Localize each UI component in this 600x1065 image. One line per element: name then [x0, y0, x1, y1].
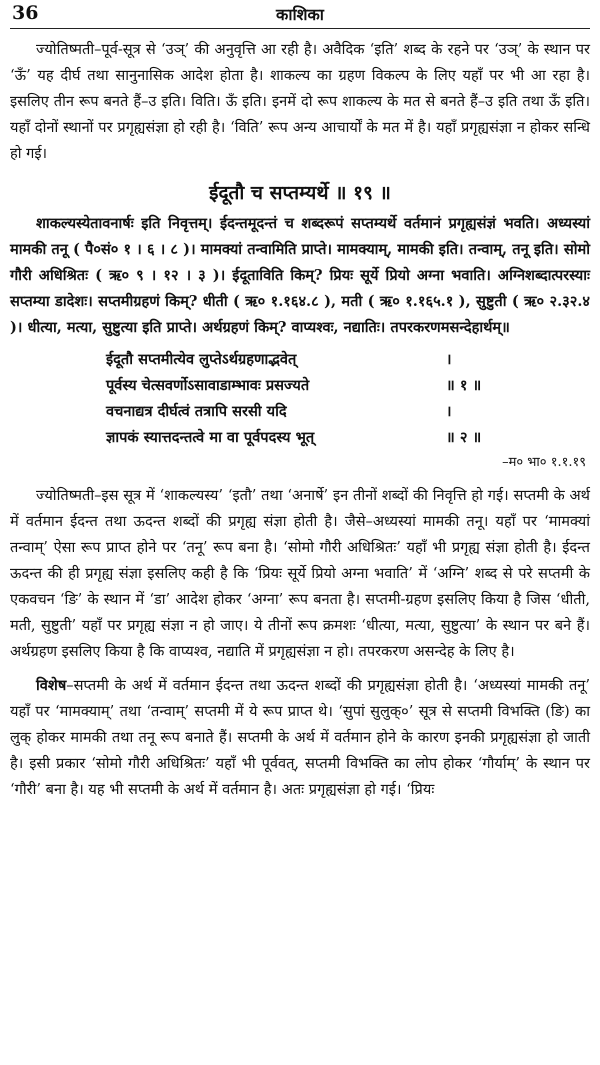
verse-mark: ॥ १ ॥ [446, 377, 482, 394]
vishesh-paragraph [10, 673, 590, 803]
verse-source: –म० भा० १.१.१९ [502, 455, 586, 470]
verse-text: ज्ञापकं स्यात्तदन्तत्वे मा वा पूर्वपदस्य भूत् [106, 429, 315, 446]
page-number: 36 [12, 2, 39, 24]
vishesh-label: विशेष [36, 677, 67, 694]
page-header [10, 0, 590, 29]
verse-line [106, 373, 590, 399]
running-title: काशिका [276, 5, 324, 24]
kashika-commentary: शाकल्यस्येतावनार्षः इति निवृत्तम्। ईदन्तमूदन्तं च शब्दरूपं सप्तम्यर्थे वर्तमानं प्रगृह्यसंज्ञं भवति। अध्यस्यां मामकी तनू ( पै०सं० १ । ६ । ८ )। मामक्यां तन्वामिति प्राप्ते। मामक्याम्, मामकी इति। तन्वाम्, तनू इति। सोमो गौरी अधिश्रितः ( ऋ० ९ । १२ । ३ )। ईदूताविति किम्? प्रियः सूर्ये प्रियो अग्ना भवाति। अग्निशब्दात्परस्याः सप्तम्या डादेशः। सप्तमीग्रहणं किम्? धीती ( ऋ० १.१६४.८ ), मती ( ऋ० १.१६५.१ ), सुष्टुती ( ऋ० २.३२.४ )। धीत्या, मत्या, सुष्टुत्या इति प्राप्ते। अर्थग्रहणं किम्? वाप्यश्वः, नद्यातिः। तपरकरणमसन्देहार्थम्॥ [10, 215, 590, 336]
verse-text: वचनाद्यत्र दीर्घत्वं तत्रापि सरसी यदि [106, 403, 287, 420]
vishesh-text: –सप्तमी के अर्थ में वर्तमान ईदन्त तथा ऊदन्त शब्दों की प्रगृह्यसंज्ञा होती है। ‘अध्यस्यां मामकी तनू’ यहाँ पर ‘मामक्याम्’ तथा ‘तन्वाम्’ सप्तमी में ये रूप प्राप्त थे। ‘सुपां सुलुक्०’ सूत्र से सप्तमी विभक्ति (ङि) का लुक् होकर मामकी तथा तनू रूप बनाते हैं। सप्तमी के अर्थ में वर्तमान होने के कारण इनकी प्रगृह्यसंज्ञा हो जाती है। इसी प्रकार ‘सोमो गौरी अधिश्रितः’ यहाँ भी पूर्ववत्, सप्तमी विभक्ति का लोप होकर ‘गौर्याम्’ के स्थान पर ‘गौरी’ बना है। यह भी सप्तमी के अर्थ में वर्तमान है। अतः प्रगृह्यसंज्ञा हो गई। ‘प्रियः [10, 677, 590, 798]
jyotishmati-paragraph-2: ज्योतिष्मती–इस सूत्र में ‘शाकल्यस्य’ ‘इतौ’ तथा ‘अनार्षे’ इन तीनों शब्दों की निवृत्ति हो गई। सप्तमी के अर्थ में वर्तमान ईदन्त तथा ऊदन्त शब्दों की प्रगृह्य संज्ञा होती है। जैसे–अध्यस्यां मामकी तनू। यहाँ पर ‘मामक्यां तन्वाम्’ ऐसा रूप प्राप्त होने पर ‘तनू’ रूप बना है। ‘सोमो गौरी अधिश्रितः’ यहाँ भी प्रगृह्य संज्ञा होती है। ईदन्त ऊदन्त की ही प्रगृह्य संज्ञा इसलिए कही है कि ‘प्रियः सूर्ये प्रियो अग्ना भवाति’ में ‘अग्नि’ शब्द से परे सप्तमी के एकवचन ‘ङि’ के स्थान में ‘डा’ आदेश होकर ‘अग्ना’ रूप बनता है। सप्तमी-ग्रहण इसलिए किया है जिस ‘धीती, मती, सुष्टुती’ यहाँ पर प्रगृह्य संज्ञा न हो जाए। ये तीनों रूप क्रमशः ‘धीत्या, मत्या, सुष्टुत्या’ के स्थान पर बने हैं। अर्थग्रहण इसलिए किया है कि वाप्यश्व, नद्याति में प्रगृह्यसंज्ञा न हो। तपरकरण असन्देह के लिए है। [10, 487, 590, 660]
verse-mark: । [446, 403, 452, 420]
verse-line [106, 399, 590, 425]
sutra-heading: ईदूतौ च सप्तम्यर्थे ॥ १९ ॥ [209, 182, 391, 204]
verse-text: पूर्वस्य चेत्सवर्णोऽसावाडाम्भावः प्रसज्यते [106, 377, 310, 394]
verse-line [106, 425, 590, 451]
verse-text: ईदूतौ सप्तमीत्येव लुप्तेऽर्थग्रहणाद्भवेत् [106, 351, 297, 368]
verse-line [106, 347, 590, 373]
verse-mark: । [446, 351, 452, 368]
verse-mark: ॥ २ ॥ [446, 429, 482, 446]
jyotishmati-paragraph-1: ज्योतिष्मती–पूर्व-सूत्र से ‘उञ्’ की अनुवृत्ति आ रही है। अवैदिक ‘इति’ शब्द के रहने पर ‘उञ्’ के स्थान पर ‘ऊँ’ यह दीर्घ तथा सानुनासिक आदेश होता है। शाकल्य का ग्रहण विकल्प के लिए यहाँ पर भी आ रहा है। इसलिए तीन रूप बनते हैं–उ इति। विति। ऊँ इति। इनमें दो रूप शाकल्य के मत से बनते हैं–उ इति तथा ऊँ इति। यहाँ दोनों स्थानों पर प्रगृह्यसंज्ञा हो रही है। ‘विति’ रूप अन्य आचार्यों के मत में है। यहाँ प्रगृह्यसंज्ञा न होकर सन्धि हो गई। [10, 41, 590, 162]
verse-block [106, 347, 590, 451]
